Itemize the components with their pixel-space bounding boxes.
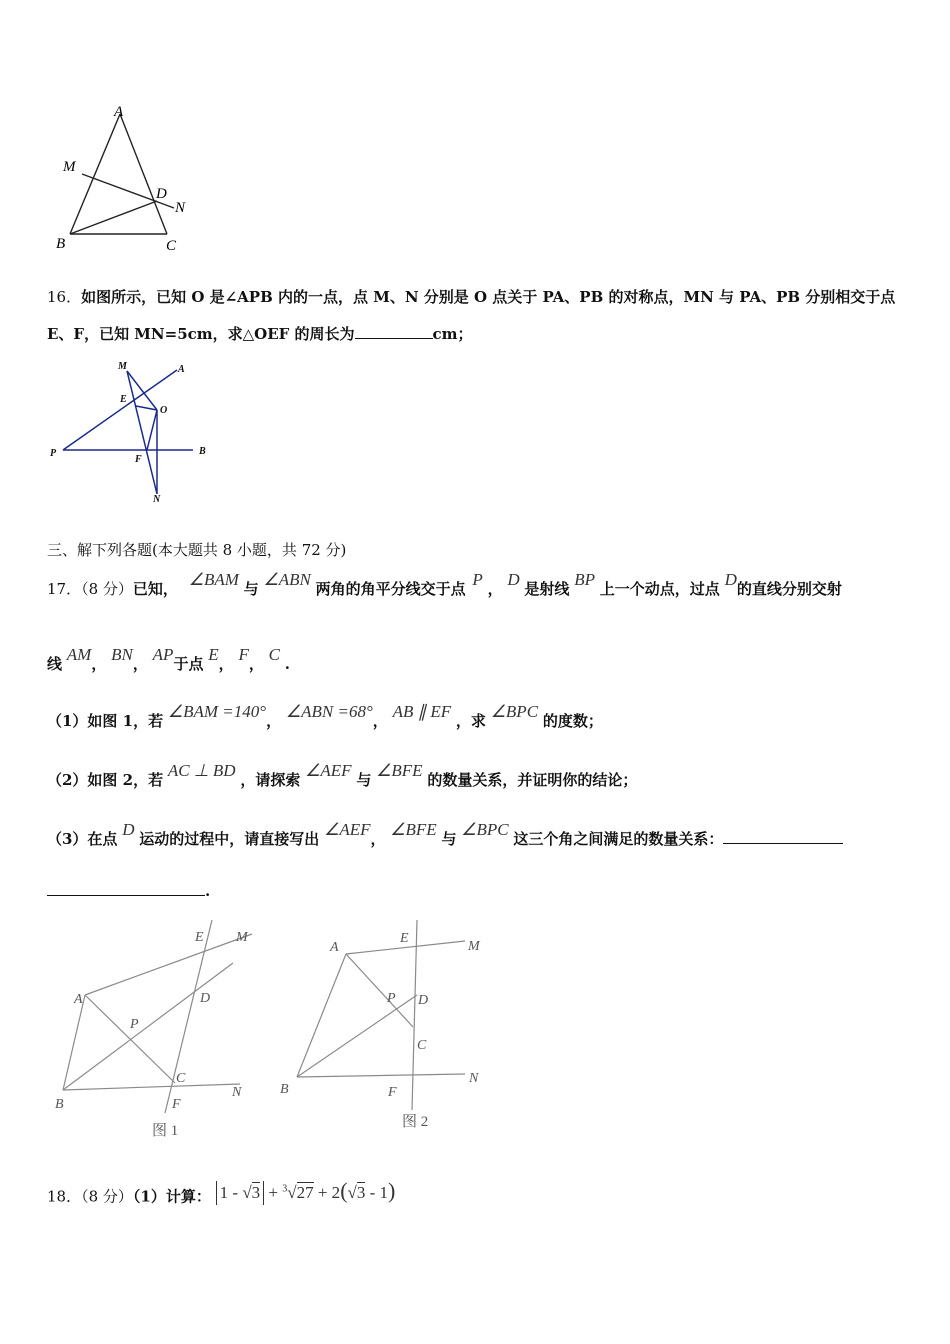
radicand-2: 27 xyxy=(296,1182,314,1202)
label-m: M xyxy=(63,159,76,175)
label-c: C xyxy=(176,1071,186,1086)
q17-p1-angle-abn: ∠ABN =68° xyxy=(285,702,373,721)
q17-ray-ap: AP xyxy=(152,645,174,664)
q17-ray-am: AM xyxy=(66,645,92,664)
q17-p3-text-relation: 这三个角之间满足的数量关系： xyxy=(513,830,724,848)
label-n: N xyxy=(469,1071,479,1086)
label-c: C xyxy=(417,1038,427,1053)
q17-p1-parallel: AB ∥ EF xyxy=(392,702,452,721)
q17-p2-label: （2）如图 2，若 xyxy=(47,771,164,789)
q17-comma: ， xyxy=(487,580,503,598)
q17-text-line-cross: 的直线分别交射 xyxy=(736,580,842,598)
q17-figure-1 xyxy=(50,920,270,1145)
label-n: N xyxy=(153,494,161,505)
segment-bd xyxy=(297,995,417,1077)
q17-ray-bp: BP xyxy=(574,570,595,589)
q16-unit: cm； xyxy=(432,325,473,343)
label-c: C xyxy=(166,238,177,254)
label-n: N xyxy=(175,200,186,216)
radicand-1: 3 xyxy=(251,1182,261,1202)
q17-p1-text-degree: 的度数； xyxy=(542,712,603,730)
q17-angle-bam: ∠BAM xyxy=(188,570,239,589)
label-m: M xyxy=(118,361,127,372)
figure-q15-triangle xyxy=(50,96,200,256)
q17-point-d2: D xyxy=(724,570,737,589)
q17-p3-answer-blank-1 xyxy=(723,829,843,844)
q17-ray-bn: BN xyxy=(111,645,133,664)
q17-p3-end: . xyxy=(205,882,211,900)
section-3-heading: 三、解下列各题(本大题共 8 小题，共 72 分) xyxy=(47,541,347,559)
q16-line1 xyxy=(47,286,895,308)
label-o: O xyxy=(160,405,168,416)
segment-bd xyxy=(70,201,157,234)
label-e: E xyxy=(195,930,204,945)
q17-line2: 线 AM， BN， AP于点 E， F， C . xyxy=(47,645,290,673)
q17-part3-cont xyxy=(47,880,210,902)
figure-1-caption: 图 1 xyxy=(152,1123,179,1139)
abs-value-group xyxy=(216,1181,265,1205)
expr-term-1: 1 - xyxy=(219,1182,243,1202)
q17-p3-angle-bpc: ∠BPC xyxy=(461,820,509,839)
segment-ac xyxy=(346,954,413,1027)
q17-p1-angle-bam: ∠BAM =140° xyxy=(167,702,267,721)
q17-point-c: C xyxy=(268,645,280,664)
q17-p2-angle-aef: ∠AEF xyxy=(305,761,352,780)
q17-figure-2 xyxy=(275,920,505,1135)
q17-point-p: P xyxy=(472,570,483,589)
q17-text-and: 与 xyxy=(243,580,259,598)
label-a: A xyxy=(330,940,339,955)
radicand-3: 3 xyxy=(356,1182,366,1202)
q17-text-is-ray: 是射线 xyxy=(524,580,570,598)
q17-part1: （1）如图 1，若 ∠BAM =140°， ∠ABN =68°， AB ∥ EF ，求 ∠BPC 的度数； xyxy=(47,702,603,730)
segment-ab xyxy=(70,114,120,234)
label-p: P xyxy=(50,448,57,459)
expr-minus: - 1 xyxy=(365,1182,389,1202)
label-f: F xyxy=(172,1097,181,1112)
q17-p2-perp: AC ⊥ BD xyxy=(167,761,236,780)
q18-number: 18． xyxy=(47,1187,82,1206)
q17-text-known: 已知， xyxy=(132,580,178,598)
q17-angle-abn: ∠ABN xyxy=(263,570,311,589)
label-b: B xyxy=(55,1097,64,1112)
label-b: B xyxy=(56,236,66,252)
q17-point-f: F xyxy=(238,645,249,664)
label-p: P xyxy=(130,1017,139,1032)
expr-plus-1: + xyxy=(264,1182,283,1202)
sqrt-sign-1: √ xyxy=(242,1182,252,1202)
segment-fo xyxy=(147,410,157,450)
q18-expression: 1 - √3 + $^3$√27 + 2(√3 - 1) xyxy=(216,1183,396,1202)
q17-p2-angle-bfe: ∠BFE xyxy=(376,761,423,780)
q16-text-line2: E、F，已知 MN=5cm，求△OEF 的周长为 xyxy=(47,325,355,343)
q16-text-line1: 如图所示，已知 O 是∠APB 内的一点，点 M、N 分别是 O 点关于 PA、PB 的对称点，MN 与 PA、PB 分别相交于点 xyxy=(81,288,896,306)
label-d: D xyxy=(418,993,429,1008)
sqrt-sign-2: √ xyxy=(287,1182,297,1202)
line-ef xyxy=(412,920,417,1110)
ray-bp xyxy=(63,963,233,1090)
expr-plus-2: + 2 xyxy=(313,1182,341,1202)
label-e: E xyxy=(120,394,127,405)
q17-line1 xyxy=(47,570,842,600)
ray-am xyxy=(85,934,252,995)
label-p: P xyxy=(387,991,396,1006)
q17-score: （8 分） xyxy=(81,580,133,598)
q17-p2-text-explore: ，请探索 xyxy=(240,771,301,789)
q17-p1-label: （1）如图 1，若 xyxy=(47,712,164,730)
q17-text-moving: 上一个动点，过点 xyxy=(599,580,720,598)
label-f: F xyxy=(135,454,142,465)
q17-p3-point-d: D xyxy=(122,820,135,839)
cube-root-index: 3 xyxy=(282,1183,288,1194)
q17-p3-angle-bfe: ∠BFE xyxy=(390,820,437,839)
q17-p1-text-find: ，求 xyxy=(455,712,486,730)
label-a: A xyxy=(114,104,124,120)
segment-ac xyxy=(120,114,167,234)
label-f: F xyxy=(388,1085,397,1100)
label-b: B xyxy=(199,446,206,457)
sqrt-sign-3: √ xyxy=(347,1182,357,1202)
label-m: M xyxy=(236,930,248,945)
ray-bn xyxy=(63,1084,240,1090)
q18-score: （8 分） xyxy=(81,1187,133,1206)
q17-p1-angle-bpc: ∠BPC xyxy=(490,702,539,721)
q17-p3-text-write: 运动的过程中，请直接写出 xyxy=(139,830,320,848)
q18-line xyxy=(47,1177,396,1209)
q17-part2: （2）如图 2，若 AC ⊥ BD ，请探索 ∠AEF 与 ∠BFE 的数量关系，并证明你的结论； xyxy=(47,761,638,789)
q16-answer-blank xyxy=(355,324,433,339)
label-d: D xyxy=(200,991,211,1006)
ray-bn xyxy=(297,1074,465,1077)
q17-period: . xyxy=(284,655,290,673)
figure-2-caption: 图 2 xyxy=(402,1114,429,1130)
q16-line2 xyxy=(47,323,473,345)
q17-point-e: E xyxy=(208,645,219,664)
q17-point-d: D xyxy=(507,570,520,589)
q17-p3-angle-aef: ∠AEF xyxy=(324,820,371,839)
q16-number: 16． xyxy=(47,288,82,306)
q17-p3-answer-blank-2 xyxy=(47,881,205,896)
q18-part1-label: （1）计算： xyxy=(132,1187,211,1206)
q17-p2-text-relation: 的数量关系，并证明你的结论； xyxy=(427,771,638,789)
q17-p3-label: （3）在点 xyxy=(47,830,118,848)
label-b: B xyxy=(280,1082,289,1097)
segment-ab xyxy=(297,954,346,1077)
label-a: A xyxy=(74,992,83,1007)
label-e: E xyxy=(400,931,409,946)
label-m: M xyxy=(468,939,480,954)
q17-number: 17． xyxy=(47,580,82,598)
q17-part3: （3）在点 D 运动的过程中，请直接写出 ∠AEF， ∠BFE 与 ∠BPC 这三个角之间满足的数量关系： xyxy=(47,828,843,850)
figure-q16-angle xyxy=(45,358,220,508)
q17-text-at-points: 于点 xyxy=(173,655,204,673)
label-a: A xyxy=(178,364,185,375)
q17-text-bisect: 两角的角平分线交于点 xyxy=(315,580,466,598)
label-n: N xyxy=(232,1085,242,1100)
line-ef xyxy=(165,920,212,1113)
q17-text-line: 线 xyxy=(47,655,63,673)
segment-ac xyxy=(85,995,175,1083)
label-d: D xyxy=(156,186,167,202)
